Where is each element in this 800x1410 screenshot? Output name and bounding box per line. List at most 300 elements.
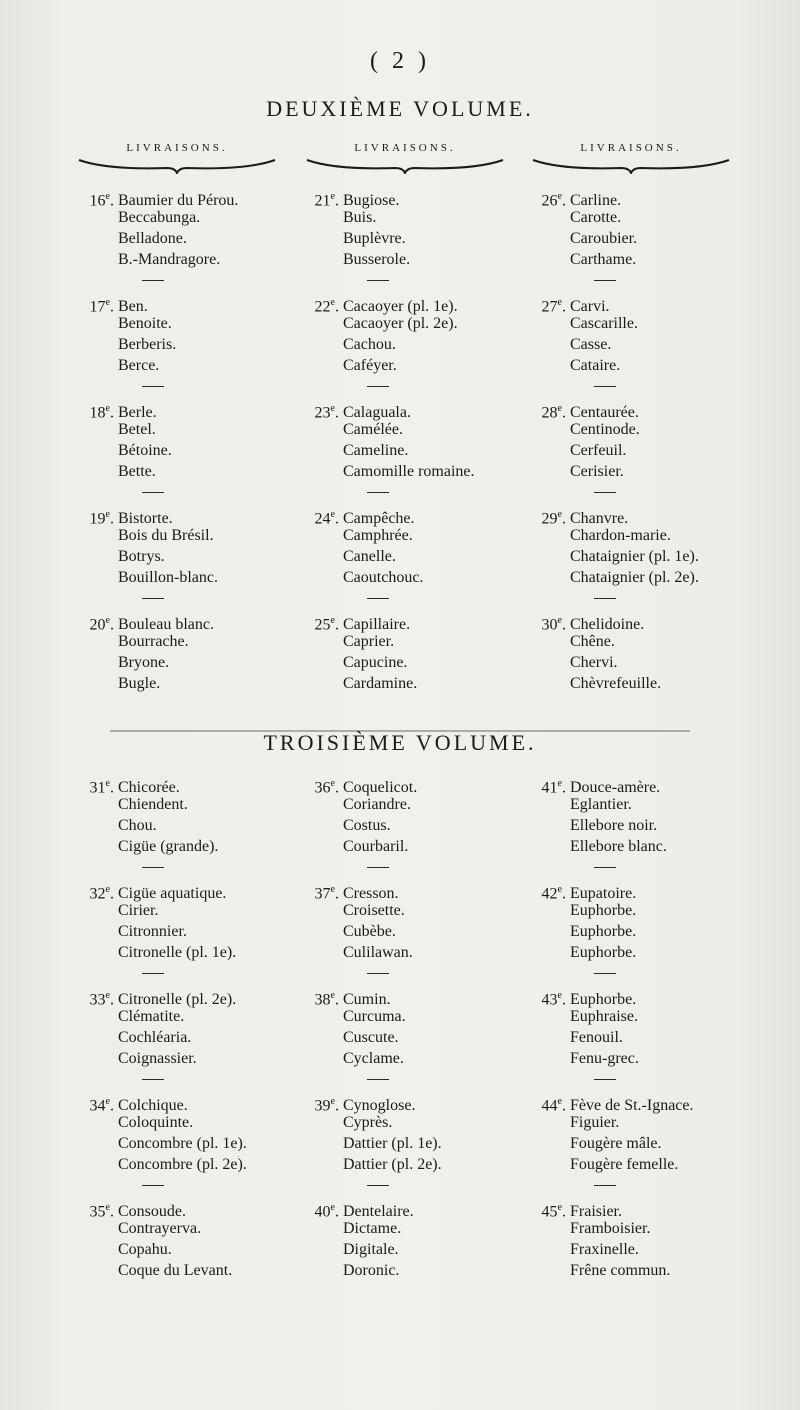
list-item	[295, 836, 535, 857]
number-dot: .	[110, 192, 114, 210]
livraison-number-suffix: e	[330, 1096, 335, 1107]
list-item	[522, 879, 762, 903]
livraison-group	[295, 292, 535, 376]
list-item	[70, 334, 310, 355]
plant-name: Bouleau blanc.	[118, 616, 214, 634]
group-separator-dash	[522, 270, 762, 292]
livraison-number-suffix: e	[557, 509, 562, 520]
list-item	[522, 1133, 762, 1154]
livraison-number	[70, 879, 118, 904]
plant-name: Canelle.	[343, 548, 396, 565]
list-item	[522, 1239, 762, 1260]
plant-name: Camomille romaine.	[343, 463, 475, 480]
livraison-group	[522, 879, 762, 963]
livraison-number-value: 28	[541, 404, 558, 422]
plant-name: Camphrée.	[343, 527, 413, 544]
livraison-number-suffix: e	[105, 191, 110, 202]
plant-name: Dattier (pl. 2e).	[343, 1156, 442, 1173]
livraison-group	[522, 985, 762, 1069]
livraison-number-value: 23	[314, 404, 331, 422]
list-item	[70, 1048, 310, 1069]
number-dot: .	[110, 991, 114, 1009]
list-item	[522, 186, 762, 210]
number-dot: .	[335, 192, 339, 210]
number-dot: .	[335, 885, 339, 903]
list-item	[522, 815, 762, 836]
list-item	[295, 985, 535, 1009]
plant-name: Coloquinte.	[118, 1114, 194, 1131]
column-header-label: LIVRAISONS.	[126, 142, 228, 154]
list-item	[295, 1260, 535, 1281]
plant-name: Cochléaria.	[118, 1029, 192, 1046]
list-item	[70, 398, 310, 422]
livraison-group	[70, 292, 310, 376]
list-item	[70, 921, 310, 942]
plant-name: Belladone.	[118, 230, 187, 247]
plant-name: Botrys.	[118, 548, 165, 565]
plant-name: Chèvrefeuille.	[570, 675, 662, 692]
list-item	[522, 567, 762, 588]
plant-name: Campêche.	[343, 510, 415, 528]
list-item	[70, 1027, 310, 1048]
plant-name: Bugle.	[118, 675, 161, 692]
group-separator-dash	[295, 1175, 535, 1197]
plant-name: Caprier.	[343, 633, 395, 650]
livraison-number	[295, 398, 343, 423]
livraison-number	[70, 1197, 118, 1222]
list-item	[70, 815, 310, 836]
list-item	[522, 440, 762, 461]
number-dot: .	[562, 192, 566, 210]
list-item	[295, 673, 535, 694]
list-item	[522, 504, 762, 528]
livraison-number-suffix: e	[557, 884, 562, 895]
dash-line	[594, 867, 616, 868]
livraison-number-value: 38	[314, 991, 331, 1009]
livraison-group	[522, 610, 762, 694]
livraison-number-value: 16	[89, 192, 106, 210]
number-dot: .	[335, 991, 339, 1009]
livraison-group	[70, 186, 310, 270]
livraison-number	[295, 879, 343, 904]
number-dot: .	[562, 1097, 566, 1115]
dash-line	[367, 973, 389, 974]
plant-name: Cresson.	[343, 885, 399, 903]
plant-name: Fève de St.-Ignace.	[570, 1097, 694, 1115]
plant-name: Euphorbe.	[570, 902, 637, 919]
list-item	[522, 942, 762, 963]
livraison-group	[70, 879, 310, 963]
dash-line	[594, 492, 616, 493]
plant-name: Berberis.	[118, 336, 177, 353]
list-item	[70, 652, 310, 673]
livraison-number	[70, 292, 118, 317]
livraison-number-suffix: e	[105, 1096, 110, 1107]
group-separator-dash	[70, 963, 310, 985]
list-item	[522, 836, 762, 857]
list-item	[295, 942, 535, 963]
group-separator-dash	[295, 270, 535, 292]
group-separator-dash	[70, 376, 310, 398]
plant-name: Ellebore blanc.	[570, 838, 667, 855]
plant-name: Fougère mâle.	[570, 1135, 662, 1152]
list-item	[522, 546, 762, 567]
plant-name: Culilawan.	[343, 944, 413, 961]
dash-line	[142, 1079, 164, 1080]
dash-line	[594, 386, 616, 387]
plant-name: Bistorte.	[118, 510, 173, 528]
plant-name: Cirier.	[118, 902, 159, 919]
plant-name: Doronic.	[343, 1262, 400, 1279]
column-header	[526, 142, 736, 174]
plant-name: Capucine.	[343, 654, 408, 671]
plant-name: Ben.	[118, 298, 148, 316]
plant-name: Bouillon-blanc.	[118, 569, 218, 586]
list-item	[522, 673, 762, 694]
livraison-number-suffix: e	[330, 1202, 335, 1213]
list-item	[295, 398, 535, 422]
list-item	[70, 1133, 310, 1154]
column-header	[300, 142, 510, 174]
list-item	[295, 1091, 535, 1115]
number-dot: .	[110, 1097, 114, 1115]
livraison-number	[522, 186, 570, 211]
list-item	[522, 1260, 762, 1281]
livraison-number	[70, 398, 118, 423]
livraison-number-suffix: e	[105, 615, 110, 626]
list-item	[522, 398, 762, 422]
list-item	[522, 921, 762, 942]
plant-name: Cachou.	[343, 336, 396, 353]
livraison-group	[522, 773, 762, 857]
list-item	[295, 1154, 535, 1175]
plant-name: Chervi.	[570, 654, 618, 671]
plant-name: Fenu-grec.	[570, 1050, 639, 1067]
plant-name: Benoite.	[118, 315, 172, 332]
group-separator-dash	[70, 482, 310, 504]
dash-line	[142, 973, 164, 974]
plant-name: Carline.	[570, 192, 622, 210]
plant-name: Bétoine.	[118, 442, 172, 459]
list-item	[70, 546, 310, 567]
livraison-number-value: 19	[89, 510, 106, 528]
number-dot: .	[110, 404, 114, 422]
livraison-number	[522, 1197, 570, 1222]
plant-name: Dictame.	[343, 1220, 402, 1237]
livraison-group	[522, 186, 762, 270]
livraison-number	[295, 292, 343, 317]
livraison-number	[522, 610, 570, 635]
group-separator-dash	[295, 482, 535, 504]
plant-name: Cascarille.	[570, 315, 638, 332]
list-item	[70, 1197, 310, 1221]
group-separator-dash	[295, 376, 535, 398]
group-separator-dash	[522, 588, 762, 610]
list-item	[70, 186, 310, 210]
livraison-number-suffix: e	[557, 1096, 562, 1107]
livraison-number-suffix: e	[557, 297, 562, 308]
plant-name: Caroubier.	[570, 230, 638, 247]
livraison-column	[295, 186, 535, 694]
livraison-number-suffix: e	[330, 884, 335, 895]
list-item	[70, 879, 310, 903]
plant-name: Carvi.	[570, 298, 610, 316]
dash-line	[367, 1079, 389, 1080]
group-separator-dash	[522, 1175, 762, 1197]
plant-name: Clématite.	[118, 1008, 185, 1025]
plant-name: Beccabunga.	[118, 209, 201, 226]
livraison-number-suffix: e	[557, 1202, 562, 1213]
list-item	[70, 1239, 310, 1260]
dash-line	[594, 1079, 616, 1080]
dash-line	[367, 280, 389, 281]
plant-name: Betel.	[118, 421, 156, 438]
plant-name: Figuier.	[570, 1114, 620, 1131]
plant-name: Cyprès.	[343, 1114, 393, 1131]
livraison-number	[295, 985, 343, 1010]
list-item	[295, 461, 535, 482]
list-item	[70, 610, 310, 634]
plant-name: Coque du Levant.	[118, 1262, 233, 1279]
plant-name: Centinode.	[570, 421, 640, 438]
livraison-number	[70, 985, 118, 1010]
plant-name: Euphorbe.	[570, 991, 637, 1009]
livraison-number-suffix: e	[557, 615, 562, 626]
livraison-number-suffix: e	[330, 990, 335, 1001]
number-dot: .	[562, 616, 566, 634]
livraison-number-value: 34	[89, 1097, 106, 1115]
list-item	[70, 1091, 310, 1115]
plant-name: Croisette.	[343, 902, 405, 919]
plant-name: Fenouil.	[570, 1029, 623, 1046]
list-item	[70, 228, 310, 249]
group-separator-dash	[522, 857, 762, 879]
number-dot: .	[110, 298, 114, 316]
plant-name: Eupatoire.	[570, 885, 637, 903]
number-dot: .	[335, 616, 339, 634]
livraison-number-value: 21	[314, 192, 331, 210]
plant-name: Buplèvre.	[343, 230, 406, 247]
list-item	[295, 879, 535, 903]
column-headers	[0, 142, 800, 182]
group-separator-dash	[70, 1069, 310, 1091]
dash-line	[594, 973, 616, 974]
livraison-number-value: 17	[89, 298, 106, 316]
list-item	[70, 985, 310, 1009]
number-dot: .	[110, 616, 114, 634]
plant-name: Chiendent.	[118, 796, 188, 813]
list-item	[522, 985, 762, 1009]
plant-name: Cameline.	[343, 442, 409, 459]
list-item	[522, 292, 762, 316]
livraison-number-value: 27	[541, 298, 558, 316]
plant-name: Cumin.	[343, 991, 391, 1009]
plant-name: Fougère femelle.	[570, 1156, 679, 1173]
livraison-group	[522, 1091, 762, 1175]
livraison-number	[522, 879, 570, 904]
group-separator-dash	[522, 376, 762, 398]
number-dot: .	[110, 510, 114, 528]
plant-name: Contrayerva.	[118, 1220, 202, 1237]
plant-name: Coignassier.	[118, 1050, 197, 1067]
livraison-number-value: 25	[314, 616, 331, 634]
list-item	[295, 1027, 535, 1048]
number-dot: .	[335, 404, 339, 422]
livraison-number-suffix: e	[105, 403, 110, 414]
livraison-number-suffix: e	[105, 884, 110, 895]
livraison-number-value: 26	[541, 192, 558, 210]
livraison-column	[70, 773, 310, 1281]
livraison-number-suffix: e	[557, 191, 562, 202]
dash-line	[367, 492, 389, 493]
plant-name: Consoude.	[118, 1203, 186, 1221]
livraison-group	[295, 1197, 535, 1281]
livraison-number-suffix: e	[105, 990, 110, 1001]
number-dot: .	[335, 1203, 339, 1221]
plant-name: Berce.	[118, 357, 160, 374]
list-item	[295, 228, 535, 249]
list-item	[70, 355, 310, 376]
livraison-number-value: 43	[541, 991, 558, 1009]
list-item	[70, 1154, 310, 1175]
plant-name: Euphorbe.	[570, 923, 637, 940]
plant-name: Chardon-marie.	[570, 527, 671, 544]
livraison-number	[295, 504, 343, 529]
plant-name: Cacaoyer (pl. 1e).	[343, 298, 458, 316]
brace-ornament	[77, 158, 277, 174]
plant-name: Bryone.	[118, 654, 170, 671]
number-dot: .	[562, 885, 566, 903]
list-item	[295, 1048, 535, 1069]
list-item	[295, 921, 535, 942]
plant-name: Bette.	[118, 463, 156, 480]
number-dot: .	[110, 779, 114, 797]
plant-name: Chou.	[118, 817, 157, 834]
list-item	[70, 440, 310, 461]
list-item	[295, 1239, 535, 1260]
number-dot: .	[335, 1097, 339, 1115]
plant-name: Euphraise.	[570, 1008, 638, 1025]
livraison-column	[522, 773, 762, 1281]
livraison-number	[70, 504, 118, 529]
number-dot: .	[562, 1203, 566, 1221]
group-separator-dash	[70, 270, 310, 292]
page-number: ( 2 )	[370, 48, 430, 74]
livraison-number-value: 29	[541, 510, 558, 528]
plant-name: Chataignier (pl. 2e).	[570, 569, 699, 586]
plant-name: Costus.	[343, 817, 391, 834]
livraison-number-value: 41	[541, 779, 558, 797]
livraison-number	[522, 504, 570, 529]
brace-ornament	[531, 158, 731, 174]
livraison-number-suffix: e	[330, 615, 335, 626]
list-item	[295, 292, 535, 316]
livraison-group	[70, 504, 310, 588]
livraison-column	[522, 186, 762, 694]
number-dot: .	[562, 991, 566, 1009]
dash-line	[594, 1185, 616, 1186]
dash-line	[594, 598, 616, 599]
list-item	[70, 504, 310, 528]
livraison-number-suffix: e	[557, 778, 562, 789]
livraison-number-suffix: e	[105, 297, 110, 308]
livraison-number	[295, 1197, 343, 1222]
group-separator-dash	[70, 588, 310, 610]
plant-name: Citronelle (pl. 1e).	[118, 944, 237, 961]
brace-ornament	[305, 158, 505, 174]
list-item	[295, 773, 535, 797]
livraison-group	[522, 398, 762, 482]
livraison-number-suffix: e	[330, 778, 335, 789]
livraison-number-value: 33	[89, 991, 106, 1009]
list-item	[295, 334, 535, 355]
number-dot: .	[110, 1203, 114, 1221]
livraison-number-value: 31	[89, 779, 106, 797]
list-item	[70, 673, 310, 694]
livraison-number	[70, 186, 118, 211]
list-item	[295, 1133, 535, 1154]
livraison-number	[522, 1091, 570, 1116]
plant-name: Frêne commun.	[570, 1262, 671, 1279]
livraison-group	[70, 773, 310, 857]
livraison-group	[295, 1091, 535, 1175]
plant-name: Chêne.	[570, 633, 615, 650]
list-item	[295, 504, 535, 528]
livraison-number-value: 30	[541, 616, 558, 634]
plant-name: Casse.	[570, 336, 612, 353]
plant-name: Cataire.	[570, 357, 621, 374]
group-separator-dash	[295, 857, 535, 879]
livraison-number-suffix: e	[330, 191, 335, 202]
group-separator-dash	[522, 482, 762, 504]
list-item	[295, 815, 535, 836]
group-separator-dash	[522, 1069, 762, 1091]
list-item	[295, 1197, 535, 1221]
livraison-number	[70, 1091, 118, 1116]
plant-name: Chataignier (pl. 1e).	[570, 548, 699, 565]
plant-name: Baumier du Pérou.	[118, 192, 239, 210]
livraison-number-value: 22	[314, 298, 331, 316]
livraison-column	[70, 186, 310, 694]
list-item	[522, 1154, 762, 1175]
livraison-number	[295, 610, 343, 635]
plant-name: Capillaire.	[343, 616, 411, 634]
plant-name: Cigüe aquatique.	[118, 885, 227, 903]
livraison-number-suffix: e	[330, 297, 335, 308]
dash-line	[142, 598, 164, 599]
number-dot: .	[110, 885, 114, 903]
plant-name: Cacaoyer (pl. 2e).	[343, 315, 458, 332]
list-item	[295, 355, 535, 376]
livraison-number	[295, 186, 343, 211]
plant-name: Digitale.	[343, 1241, 399, 1258]
plant-name: Caoutchouc.	[343, 569, 424, 586]
list-item	[70, 942, 310, 963]
livraison-number-value: 39	[314, 1097, 331, 1115]
plant-name: Dattier (pl. 1e).	[343, 1135, 442, 1152]
list-item	[522, 355, 762, 376]
list-item	[522, 228, 762, 249]
livraison-number-suffix: e	[105, 1202, 110, 1213]
livraison-number-value: 42	[541, 885, 558, 903]
plant-name: Cuscute.	[343, 1029, 399, 1046]
group-separator-dash	[295, 963, 535, 985]
plant-name: Citronnier.	[118, 923, 187, 940]
livraison-group	[295, 985, 535, 1069]
list-item	[522, 461, 762, 482]
group-separator-dash	[295, 588, 535, 610]
plant-name: B.-Mandragore.	[118, 251, 221, 268]
